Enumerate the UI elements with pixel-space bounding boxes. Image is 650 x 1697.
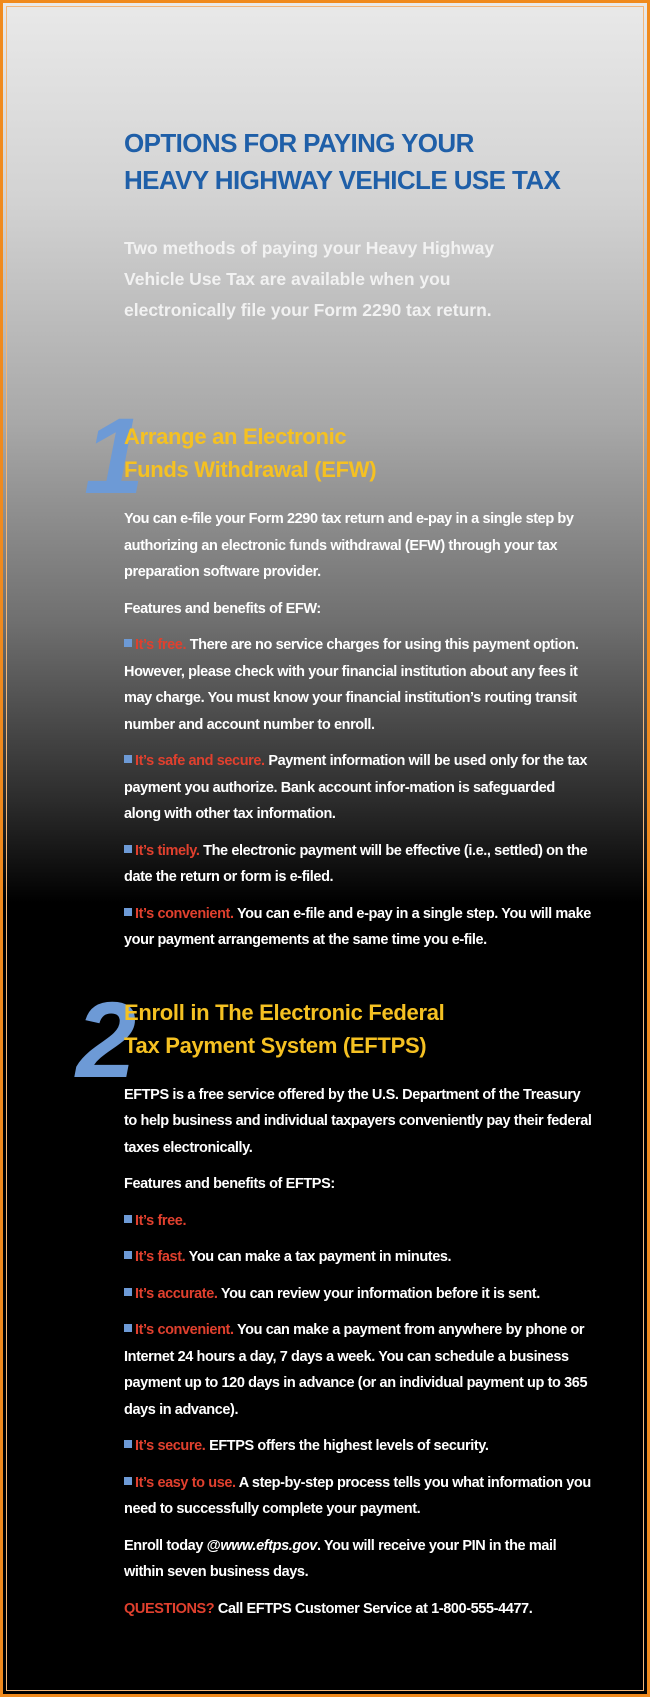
bullet-text: You can make a tax payment in minutes. xyxy=(185,1249,452,1265)
bullet-text: You can make a payment from anywhere by phone or Internet 24 hours a day, 7 days a week. You can schedule a business payment up to 120 days in advance (or an individual payment up to 365 days in advance). xyxy=(124,1322,588,1418)
bullet-text: EFTPS offers the highest levels of security. xyxy=(205,1438,489,1454)
bullet-label: It’s free. xyxy=(135,1212,187,1229)
bullet-square-icon xyxy=(124,755,132,763)
bullet-square-icon xyxy=(124,845,132,853)
section-efw-title-line1: Arrange an Electronic xyxy=(124,424,347,449)
bullet-square-icon xyxy=(124,1440,132,1448)
bullet-label: It’s accurate. xyxy=(135,1285,218,1302)
efw-bullet-timely xyxy=(124,838,594,891)
bullet-text: The electronic payment will be effective (i.e., settled) on the date the return or form is e-filed. xyxy=(124,842,588,885)
bullet-label: It’s easy to use. xyxy=(135,1474,236,1491)
efw-bullet-free xyxy=(124,632,594,738)
enroll-suffix: . You will receive your PIN in the mail within seven business days. xyxy=(124,1537,557,1580)
efw-bullet-safe xyxy=(124,748,594,828)
bullet-square-icon xyxy=(124,639,132,647)
bullet-text: A step-by-step process tells you what information you need to successfully complete your payment. xyxy=(124,1474,591,1517)
section-efw xyxy=(84,395,594,954)
eftps-bullet-accurate xyxy=(124,1281,594,1308)
bullet-label: It’s convenient. xyxy=(135,1322,234,1338)
bullet-square-icon xyxy=(124,1215,132,1223)
panel-content xyxy=(76,125,594,1622)
eftps-bullet-easy xyxy=(124,1470,594,1523)
efw-bullet-convenient xyxy=(124,901,594,954)
eftps-bullet-fast xyxy=(124,1244,594,1271)
page-title xyxy=(124,125,594,199)
bullet-square-icon xyxy=(124,1251,132,1259)
bullet-square-icon xyxy=(124,1288,132,1296)
section-number-2: 2 xyxy=(76,978,133,1100)
intro-text: Two methods of paying your Heavy Highway Vehicle Use Tax are available when you electronically file your Form 2290 tax return. xyxy=(124,238,495,320)
bullet-label: It’s convenient. xyxy=(135,905,234,922)
bullet-label: It’s timely. xyxy=(135,842,200,859)
enroll-prefix: Enroll today @ xyxy=(124,1537,221,1554)
section-eftps-title xyxy=(124,996,594,1062)
bullet-label: It’s safe and secure. xyxy=(135,753,265,769)
questions-label: QUESTIONS? xyxy=(124,1600,215,1617)
section-eftps-title-line2: Tax Payment System (EFTPS) xyxy=(124,1032,427,1058)
section-eftps xyxy=(76,978,594,1623)
bullet-text: You can review your information before it is sent. xyxy=(217,1285,540,1302)
eftps-bullet-free xyxy=(124,1208,594,1235)
bullet-label: It’s free. xyxy=(135,637,187,653)
questions-text: Call EFTPS Customer Service at 1-800-555-4477. xyxy=(214,1600,533,1617)
section-number-1: 1 xyxy=(84,395,141,516)
bullet-text: You can e-file and e-pay in a single step. You will make your payment arrangements at the same time you e-file. xyxy=(124,905,591,948)
eftps-bullet-convenient xyxy=(124,1317,594,1423)
section-eftps-title-line1: Enroll in The Electronic Federal xyxy=(124,999,445,1025)
section-eftps-lead: EFTPS is a free service offered by the U.S. Department of the Treasury to help business and individual taxpayers conveniently pay their federal taxes electronically. xyxy=(124,1086,592,1156)
bullet-text: Payment information will be used only for the tax payment you authorize. Bank account infor-mation is safeguarded along with other tax information. xyxy=(124,753,588,822)
eftps-website-link[interactable]: www.eftps.gov xyxy=(220,1537,317,1554)
enroll-paragraph xyxy=(124,1533,594,1586)
section-efw-features-heading: Features and benefits of EFW: xyxy=(124,600,321,617)
bullet-text: There are no service charges for using this payment option. However, please check with your financial institution about any fees it may charge. You must know your financial institution’s routing transit number and account number to enroll. xyxy=(124,637,579,733)
eftps-bullet-secure xyxy=(124,1433,594,1460)
questions-paragraph xyxy=(124,1596,594,1623)
bullet-square-icon xyxy=(124,1324,132,1332)
section-eftps-features-heading: Features and benefits of EFTPS: xyxy=(124,1176,335,1192)
bullet-label: It’s fast. xyxy=(135,1249,186,1265)
bullet-square-icon xyxy=(124,908,132,916)
page-title-line1: OPTIONS FOR PAYING YOUR xyxy=(124,128,474,158)
bullet-label: It’s secure. xyxy=(135,1438,206,1454)
section-efw-title xyxy=(124,420,594,486)
section-efw-lead: You can e-file your Form 2290 tax return and e-pay in a single step by authorizing an electronic funds withdrawal (EFW) through your tax preparation software provider. xyxy=(124,511,574,580)
page-title-line2: HEAVY HIGHWAY VEHICLE USE TAX xyxy=(124,165,561,195)
bullet-square-icon xyxy=(124,1477,132,1485)
section-efw-title-line2: Funds Withdrawal (EFW) xyxy=(124,457,377,482)
